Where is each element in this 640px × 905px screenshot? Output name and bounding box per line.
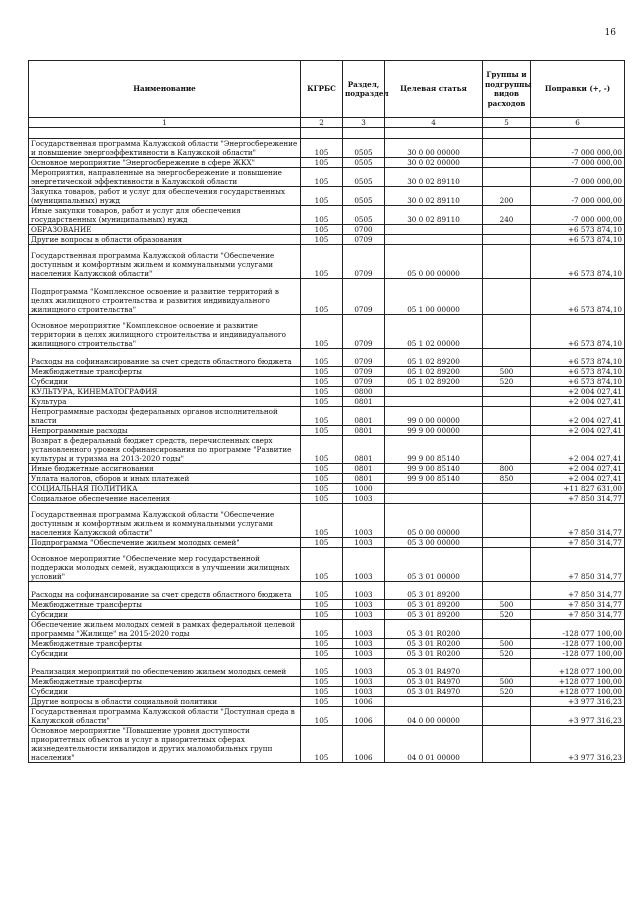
cell-amend: -128 077 100,00 (531, 639, 625, 649)
cell-target: 99 0 00 00000 (385, 407, 483, 426)
cell-kgrbs: 105 (301, 168, 343, 187)
cell-group (483, 548, 531, 582)
cell-section: 0709 (343, 235, 385, 245)
cell-target: 30 0 02 89110 (385, 206, 483, 225)
cell-amend: -7 000 000,00 (531, 187, 625, 206)
cell-group (483, 726, 531, 763)
table-row (29, 548, 625, 582)
cell-target: 05 1 02 89200 (385, 377, 483, 387)
table-row (29, 235, 625, 245)
cell-amend: +6 573 874,10 (531, 315, 625, 349)
cell-amend: +11 827 631,00 (531, 484, 625, 494)
cell-name: Закупка товаров, работ и услуг для обеспечения государственных (муниципальных) нужд (29, 187, 301, 206)
cell-section: 0505 (343, 187, 385, 206)
table-row (29, 349, 625, 367)
cell-section: 0801 (343, 464, 385, 474)
cell-kgrbs: 105 (301, 436, 343, 464)
cell-group (483, 397, 531, 407)
cell-amend: +7 850 314,77 (531, 548, 625, 582)
cell-target: 04 0 00 00000 (385, 707, 483, 726)
cell-section: 0800 (343, 387, 385, 397)
table-row (29, 315, 625, 349)
column-number: 5 (483, 118, 531, 128)
cell-group (483, 407, 531, 426)
cell-name: Межбюджетные трансферты (29, 600, 301, 610)
cell-kgrbs: 105 (301, 610, 343, 620)
cell-name: Основное мероприятие "Обеспечение мер государственной поддержки молодых семей, нуждающихся в улучшении жилищных условий" (29, 548, 301, 582)
cell-name: Государственная программа Калужской области "Энергосбережение и повышение энергоэффективности в Калужской области" (29, 139, 301, 158)
cell-name: Иные закупки товаров, работ и услуг для обеспечения государственных (муниципальных) нужд (29, 206, 301, 225)
cell-group (483, 538, 531, 548)
cell-target: 05 3 01 89200 (385, 610, 483, 620)
header-amend: Поправки (+, -) (531, 61, 625, 118)
column-number: 6 (531, 118, 625, 128)
cell-target: 05 0 00 00000 (385, 245, 483, 279)
table-row (29, 726, 625, 763)
cell-name: Подпрограмма "Обеспечение жильем молодых семей" (29, 538, 301, 548)
cell-kgrbs: 105 (301, 474, 343, 484)
cell-kgrbs: 105 (301, 548, 343, 582)
column-number: 4 (385, 118, 483, 128)
cell-amend: +2 004 027,41 (531, 397, 625, 407)
cell-name: Основное мероприятие "Энергосбережение в сфере ЖКХ" (29, 158, 301, 168)
table-row (29, 464, 625, 474)
cell-target: 05 3 01 R4970 (385, 677, 483, 687)
cell-target: 05 3 01 R0200 (385, 649, 483, 659)
cell-name: СОЦИАЛЬНАЯ ПОЛИТИКА (29, 484, 301, 494)
cell-name: Непрограммные расходы федеральных органов исполнительной власти (29, 407, 301, 426)
cell-target (385, 494, 483, 504)
cell-group (483, 158, 531, 168)
cell-section: 1006 (343, 726, 385, 763)
cell-kgrbs: 105 (301, 620, 343, 639)
cell-group: 520 (483, 687, 531, 697)
cell-amend: +2 004 027,41 (531, 464, 625, 474)
cell-name: КУЛЬТУРА, КИНЕМАТОГРАФИЯ (29, 387, 301, 397)
cell-name: Непрограммные расходы (29, 426, 301, 436)
cell-amend: +128 077 100,00 (531, 687, 625, 697)
table-row (29, 225, 625, 235)
cell-name: Уплата налогов, сборов и иных платежей (29, 474, 301, 484)
cell-kgrbs: 105 (301, 426, 343, 436)
table-row (29, 639, 625, 649)
cell-name: Межбюджетные трансферты (29, 677, 301, 687)
cell-amend: +2 004 027,41 (531, 436, 625, 464)
table-row (29, 707, 625, 726)
cell-kgrbs: 105 (301, 484, 343, 494)
cell-name: Возврат в федеральный бюджет средств, перечисленных сверх установленного уровня софинансирования по программе "Развитие культуры и туризма на 2013-2020 годы" (29, 436, 301, 464)
cell-kgrbs: 105 (301, 245, 343, 279)
cell-amend: +3 977 316,23 (531, 707, 625, 726)
cell-name: Государственная программа Калужской области "Обеспечение доступным и комфортным жильем и коммунальными услугами населения Калужской области" (29, 504, 301, 538)
cell-group (483, 659, 531, 677)
cell-group (483, 235, 531, 245)
cell-name: ОБРАЗОВАНИЕ (29, 225, 301, 235)
cell-target: 05 3 00 00000 (385, 538, 483, 548)
cell-kgrbs: 105 (301, 158, 343, 168)
cell-name: Межбюджетные трансферты (29, 639, 301, 649)
cell-target (385, 225, 483, 235)
cell-section: 1000 (343, 484, 385, 494)
cell-name: Культура (29, 397, 301, 407)
cell-amend: +7 850 314,77 (531, 600, 625, 610)
cell-group (483, 504, 531, 538)
header-group: Группы и подгруппы видов расходов (483, 61, 531, 118)
cell-name: Основное мероприятие "Комплексное освоение и развитие территории в целях жилищного строительства и индивидуального жилищного строительства" (29, 315, 301, 349)
cell-section: 0505 (343, 139, 385, 158)
cell-kgrbs: 105 (301, 206, 343, 225)
cell-amend: -7 000 000,00 (531, 168, 625, 187)
cell-kgrbs: 105 (301, 225, 343, 235)
table-row (29, 279, 625, 315)
table-row (29, 397, 625, 407)
cell-section: 0505 (343, 168, 385, 187)
cell-amend: -128 077 100,00 (531, 620, 625, 639)
column-number: 3 (343, 118, 385, 128)
cell-amend: -7 000 000,00 (531, 139, 625, 158)
table-row (29, 168, 625, 187)
cell-target (385, 697, 483, 707)
table-row (29, 504, 625, 538)
header-target: Целевая статья (385, 61, 483, 118)
cell-target: 99 9 00 85140 (385, 464, 483, 474)
cell-section: 0505 (343, 158, 385, 168)
cell-target: 30 0 02 89110 (385, 168, 483, 187)
cell-target: 05 3 01 R0200 (385, 620, 483, 639)
budget-table (28, 60, 625, 763)
table-row (29, 187, 625, 206)
cell-target: 05 1 02 89200 (385, 367, 483, 377)
cell-kgrbs: 105 (301, 504, 343, 538)
cell-group: 500 (483, 677, 531, 687)
cell-target: 05 3 01 R0200 (385, 639, 483, 649)
cell-target: 05 1 02 89200 (385, 349, 483, 367)
cell-target: 04 0 01 00000 (385, 726, 483, 763)
table-row (29, 494, 625, 504)
cell-group (483, 707, 531, 726)
cell-target (385, 387, 483, 397)
table-row (29, 687, 625, 697)
cell-amend: +7 850 314,77 (531, 538, 625, 548)
cell-name: Обеспечение жильем молодых семей в рамках федеральной целевой программы "Жилище" на 2015-2020 годы (29, 620, 301, 639)
cell-target: 05 3 01 R4970 (385, 659, 483, 677)
cell-section: 0709 (343, 367, 385, 377)
table-row (29, 245, 625, 279)
cell-name: Субсидии (29, 687, 301, 697)
cell-kgrbs: 105 (301, 659, 343, 677)
cell-group (483, 484, 531, 494)
cell-target: 30 0 02 00000 (385, 158, 483, 168)
cell-target: 05 3 01 00000 (385, 548, 483, 582)
cell-section: 0709 (343, 279, 385, 315)
cell-target: 99 9 00 00000 (385, 426, 483, 436)
table-row (29, 139, 625, 158)
cell-target: 99 9 00 85140 (385, 474, 483, 484)
cell-kgrbs: 105 (301, 387, 343, 397)
cell-section: 1003 (343, 639, 385, 649)
table-row (29, 538, 625, 548)
cell-name: Реализация мероприятий по обеспечению жильем молодых семей (29, 659, 301, 677)
cell-kgrbs: 105 (301, 139, 343, 158)
cell-section: 1003 (343, 582, 385, 600)
cell-section: 0709 (343, 315, 385, 349)
table-row (29, 377, 625, 387)
cell-target: 05 3 01 R4970 (385, 687, 483, 697)
table-row (29, 582, 625, 600)
cell-name: Другие вопросы в области образования (29, 235, 301, 245)
cell-kgrbs: 105 (301, 677, 343, 687)
cell-group (483, 494, 531, 504)
cell-group: 500 (483, 600, 531, 610)
cell-target: 05 3 01 89200 (385, 600, 483, 610)
cell-group: 240 (483, 206, 531, 225)
table-header-row (29, 61, 625, 118)
cell-kgrbs: 105 (301, 582, 343, 600)
cell-section: 0709 (343, 377, 385, 387)
cell-section: 1006 (343, 707, 385, 726)
cell-target: 30 0 02 89110 (385, 187, 483, 206)
cell-section: 1003 (343, 687, 385, 697)
table-row (29, 697, 625, 707)
cell-name: Иные бюджетные ассигнования (29, 464, 301, 474)
cell-amend: +6 573 874,10 (531, 349, 625, 367)
cell-name: Государственная программа Калужской области "Обеспечение доступным и комфортным жильем и коммунальными услугами населения Калужской области" (29, 245, 301, 279)
cell-kgrbs: 105 (301, 235, 343, 245)
cell-amend: +2 004 027,41 (531, 474, 625, 484)
cell-amend: +6 573 874,10 (531, 377, 625, 387)
cell-target: 05 3 01 89200 (385, 582, 483, 600)
cell-amend: +128 077 100,00 (531, 659, 625, 677)
cell-group: 520 (483, 610, 531, 620)
cell-group (483, 279, 531, 315)
cell-section: 0700 (343, 225, 385, 235)
cell-kgrbs: 105 (301, 367, 343, 377)
cell-section: 1003 (343, 538, 385, 548)
cell-section: 1003 (343, 494, 385, 504)
table-row (29, 407, 625, 426)
header-name: Наименование (29, 61, 301, 118)
cell-section: 1003 (343, 659, 385, 677)
cell-kgrbs: 105 (301, 397, 343, 407)
cell-section: 0709 (343, 245, 385, 279)
cell-target (385, 397, 483, 407)
cell-kgrbs: 105 (301, 407, 343, 426)
cell-kgrbs: 105 (301, 279, 343, 315)
cell-section: 0801 (343, 407, 385, 426)
table-row (29, 600, 625, 610)
cell-target: 05 0 00 00000 (385, 504, 483, 538)
cell-group: 800 (483, 464, 531, 474)
cell-kgrbs: 105 (301, 538, 343, 548)
cell-name: Государственная программа Калужской области "Доступная среда в Калужской области" (29, 707, 301, 726)
cell-amend: +7 850 314,77 (531, 610, 625, 620)
cell-name: Расходы на софинансирование за счет средств областного бюджета (29, 582, 301, 600)
table-row (29, 436, 625, 464)
cell-group: 500 (483, 367, 531, 377)
cell-name: Подпрограмма "Комплексное освоение и развитие территорий в целях жилищного строительства и развития индивидуального жилищного строительства" (29, 279, 301, 315)
cell-section: 0801 (343, 426, 385, 436)
cell-name: Расходы на софинансирование за счет средств областного бюджета (29, 349, 301, 367)
cell-amend: +128 077 100,00 (531, 677, 625, 687)
table-row (29, 677, 625, 687)
table-row (29, 426, 625, 436)
cell-group: 520 (483, 377, 531, 387)
cell-name: Мероприятия, направленные на энергосбережение и повышение энергетической эффективности в Калужской области (29, 168, 301, 187)
cell-section: 1003 (343, 504, 385, 538)
cell-group (483, 349, 531, 367)
table-row (29, 474, 625, 484)
cell-kgrbs: 105 (301, 464, 343, 474)
table-row (29, 620, 625, 639)
table-row (29, 484, 625, 494)
column-number: 1 (29, 118, 301, 128)
cell-name: Субсидии (29, 610, 301, 620)
cell-group (483, 426, 531, 436)
cell-amend: +7 850 314,77 (531, 582, 625, 600)
cell-amend: +6 573 874,10 (531, 235, 625, 245)
cell-kgrbs: 105 (301, 707, 343, 726)
cell-name: Межбюджетные трансферты (29, 367, 301, 377)
column-number-row (29, 118, 625, 128)
cell-section: 1006 (343, 697, 385, 707)
cell-amend: +6 573 874,10 (531, 279, 625, 315)
table-row (29, 158, 625, 168)
cell-amend: +3 977 316,23 (531, 726, 625, 763)
cell-target: 99 9 00 85140 (385, 436, 483, 464)
cell-target (385, 235, 483, 245)
cell-section: 1003 (343, 620, 385, 639)
cell-group (483, 697, 531, 707)
cell-group (483, 225, 531, 235)
cell-kgrbs: 105 (301, 687, 343, 697)
cell-kgrbs: 105 (301, 377, 343, 387)
cell-group (483, 139, 531, 158)
table-row (29, 387, 625, 397)
cell-section: 1003 (343, 548, 385, 582)
cell-amend: +6 573 874,10 (531, 225, 625, 235)
table-row (29, 659, 625, 677)
cell-group (483, 620, 531, 639)
cell-kgrbs: 105 (301, 697, 343, 707)
cell-section: 0801 (343, 474, 385, 484)
cell-amend: +7 850 314,77 (531, 504, 625, 538)
cell-section: 0801 (343, 436, 385, 464)
cell-name: Субсидии (29, 377, 301, 387)
cell-amend: -7 000 000,00 (531, 206, 625, 225)
table-row (29, 610, 625, 620)
cell-section: 0505 (343, 206, 385, 225)
cell-amend: +3 977 316,23 (531, 697, 625, 707)
cell-group (483, 387, 531, 397)
cell-group: 520 (483, 649, 531, 659)
cell-section: 1003 (343, 600, 385, 610)
table-row (29, 206, 625, 225)
cell-amend: +6 573 874,10 (531, 367, 625, 377)
cell-kgrbs: 105 (301, 187, 343, 206)
cell-kgrbs: 105 (301, 315, 343, 349)
cell-section: 0801 (343, 397, 385, 407)
cell-group (483, 436, 531, 464)
cell-amend: -7 000 000,00 (531, 158, 625, 168)
cell-group: 200 (483, 187, 531, 206)
cell-group (483, 582, 531, 600)
cell-target: 05 1 02 00000 (385, 315, 483, 349)
table-row (29, 367, 625, 377)
cell-section: 0709 (343, 349, 385, 367)
cell-name: Субсидии (29, 649, 301, 659)
cell-amend: +6 573 874,10 (531, 245, 625, 279)
cell-amend: +2 004 027,41 (531, 387, 625, 397)
cell-target: 05 1 00 00000 (385, 279, 483, 315)
cell-amend: +2 004 027,41 (531, 407, 625, 426)
cell-kgrbs: 105 (301, 349, 343, 367)
cell-kgrbs: 105 (301, 494, 343, 504)
cell-amend: -128 077 100,00 (531, 649, 625, 659)
cell-amend: +7 850 314,77 (531, 494, 625, 504)
cell-group: 850 (483, 474, 531, 484)
table-row (29, 649, 625, 659)
cell-amend: +2 004 027,41 (531, 426, 625, 436)
cell-kgrbs: 105 (301, 726, 343, 763)
cell-section: 1003 (343, 677, 385, 687)
cell-target (385, 484, 483, 494)
page-number: 16 (604, 28, 616, 38)
cell-kgrbs: 105 (301, 649, 343, 659)
cell-group: 500 (483, 639, 531, 649)
cell-kgrbs: 105 (301, 639, 343, 649)
cell-kgrbs: 105 (301, 600, 343, 610)
cell-target: 30 0 00 00000 (385, 139, 483, 158)
spacer-row (29, 128, 625, 139)
column-number: 2 (301, 118, 343, 128)
cell-name: Социальное обеспечение населения (29, 494, 301, 504)
cell-name: Основное мероприятие "Повышение уровня доступности приоритетных объектов и услуг в приоритетных сферах жизнедеятельности инвалидов и других маломобильных групп населения" (29, 726, 301, 763)
table-body (29, 139, 625, 763)
header-section: Раздел, подраздел (343, 61, 385, 118)
cell-group (483, 315, 531, 349)
cell-group (483, 245, 531, 279)
cell-group (483, 168, 531, 187)
cell-name: Другие вопросы в области социальной политики (29, 697, 301, 707)
cell-section: 1003 (343, 610, 385, 620)
header-kgrbs: КГРБС (301, 61, 343, 118)
cell-section: 1003 (343, 649, 385, 659)
